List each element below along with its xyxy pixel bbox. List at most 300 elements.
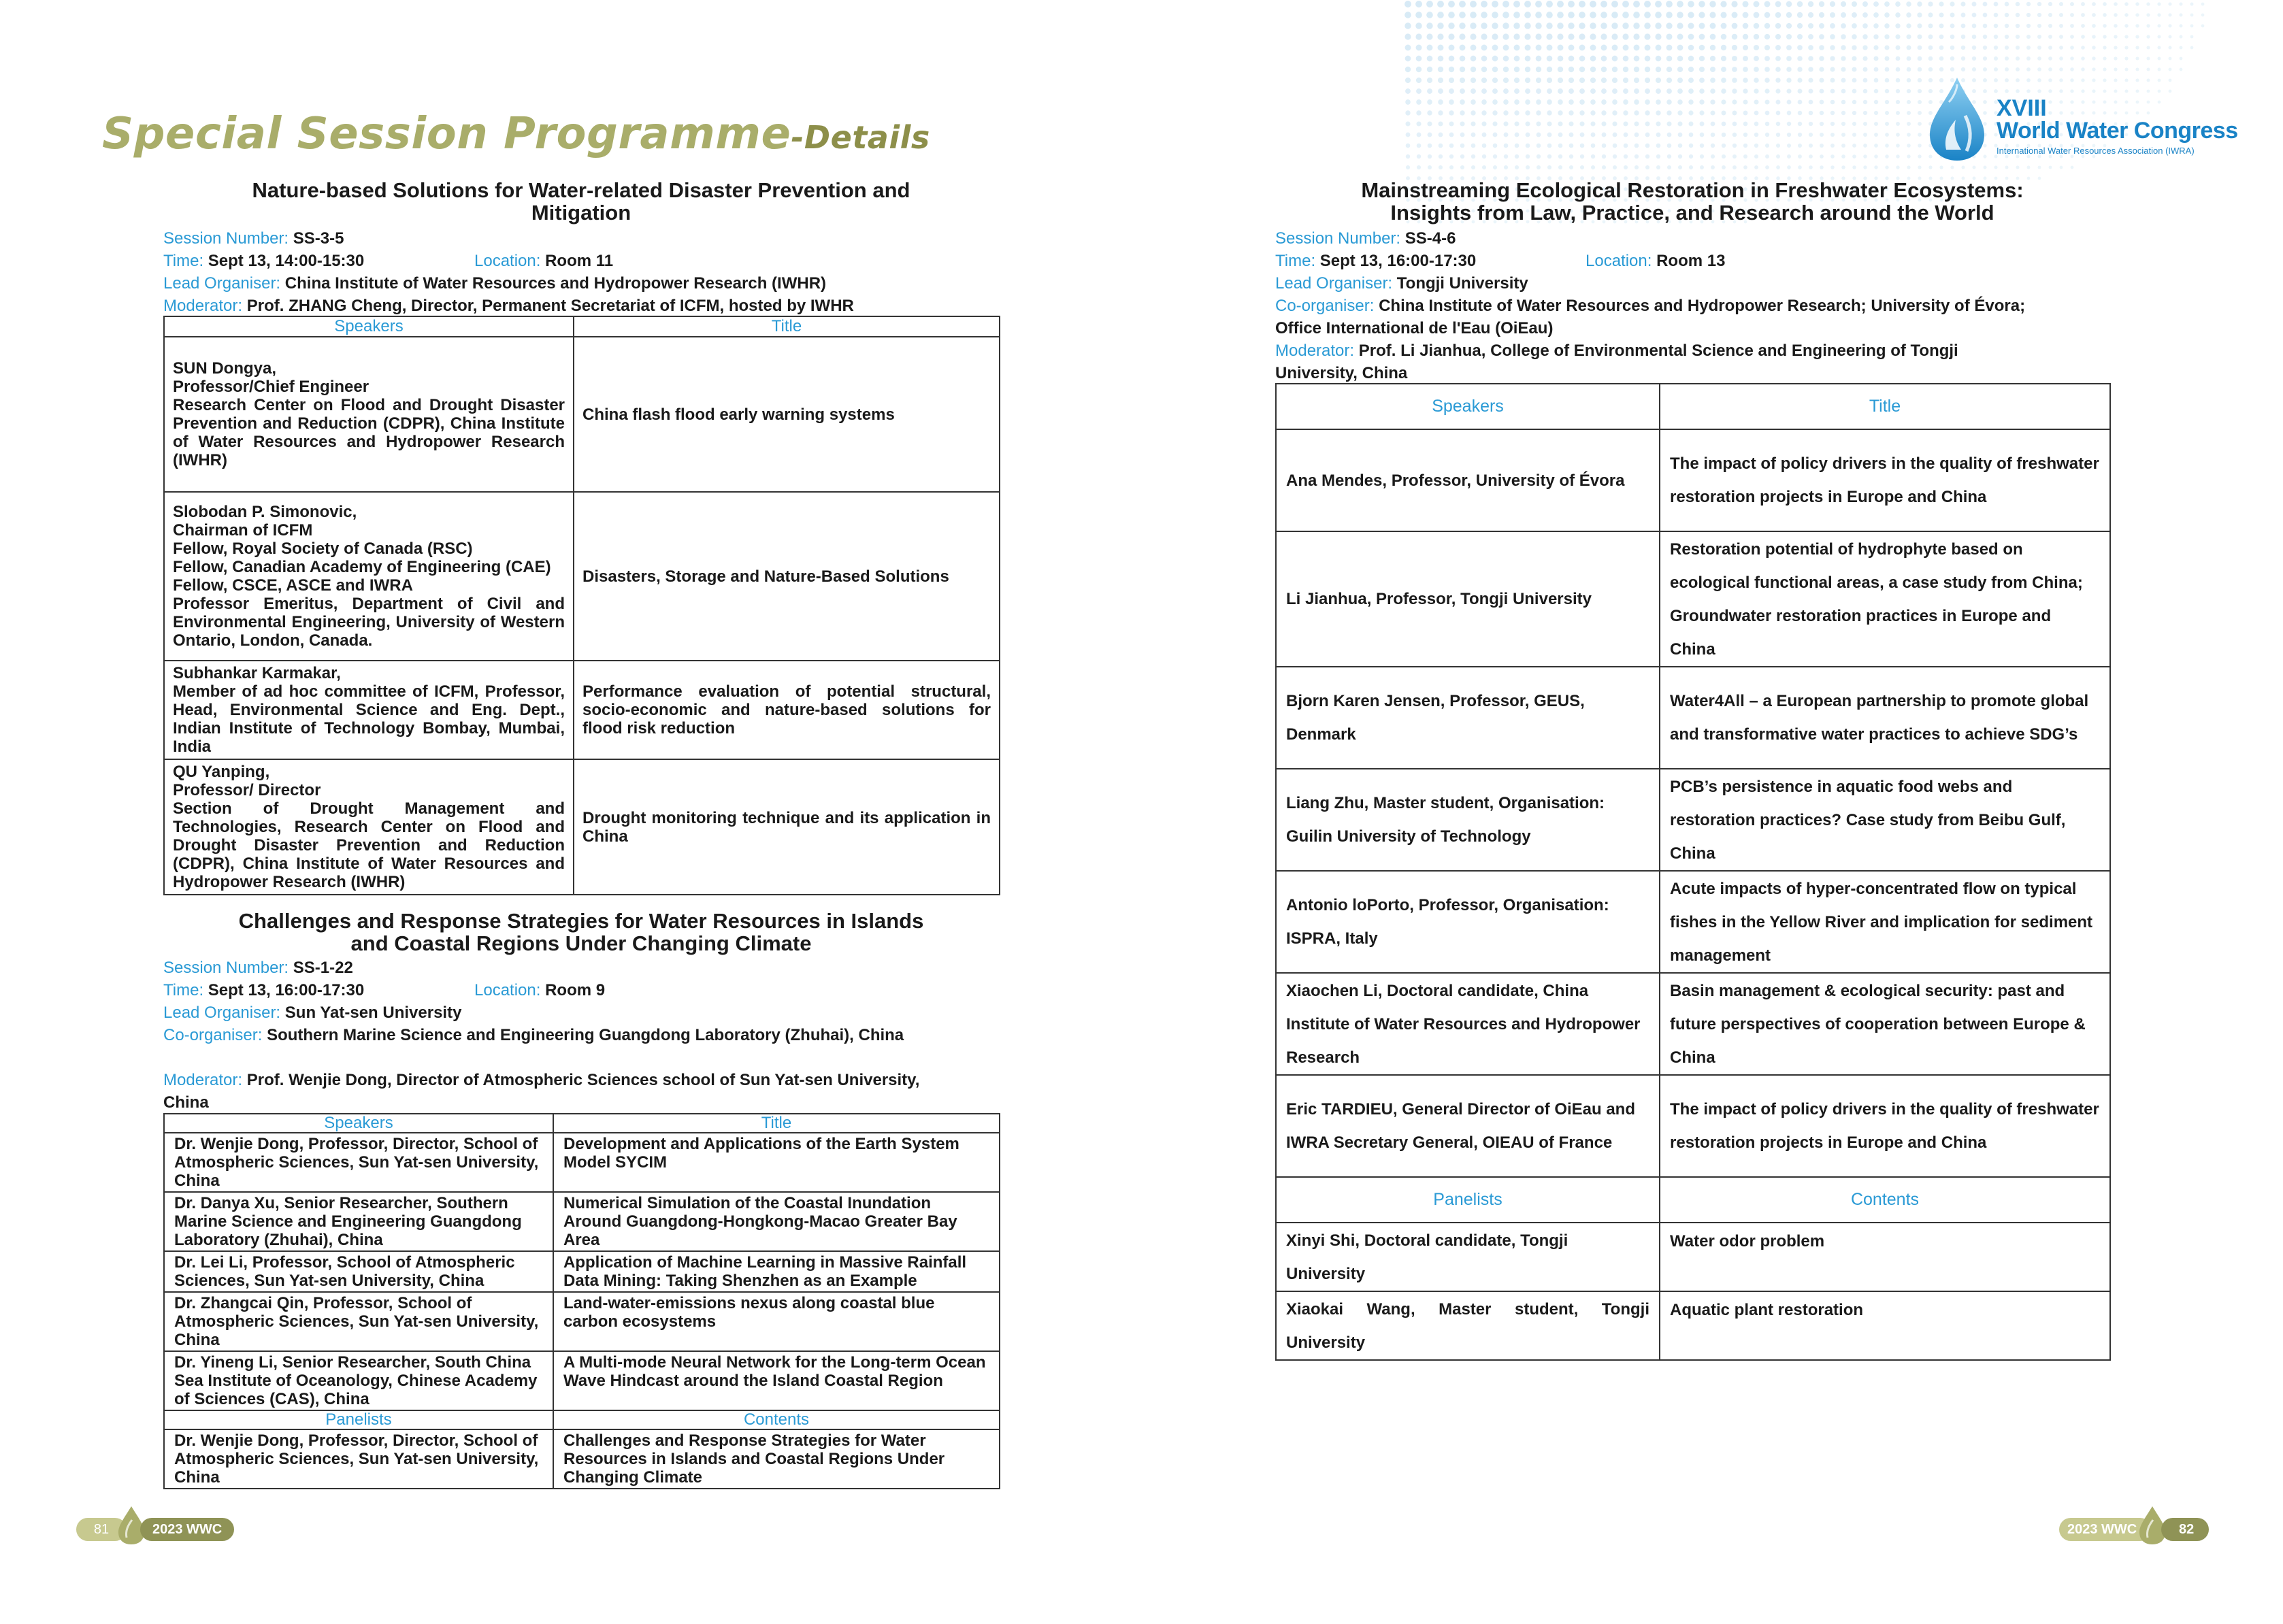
- decorative-dot: [1448, 1, 1455, 7]
- decorative-dot: [2103, 67, 2106, 71]
- decorative-dot: [1428, 165, 1432, 169]
- decorative-dot: [1557, 22, 1563, 29]
- decorative-dot: [1613, 133, 1617, 137]
- decorative-dot: [1688, 88, 1694, 94]
- decorative-dot: [2005, 56, 2009, 61]
- decorative-dot: [1656, 121, 1660, 126]
- decorative-dot: [1623, 78, 1628, 83]
- decorative-dot: [1438, 121, 1443, 126]
- decorative-dot: [2005, 46, 2009, 50]
- decorative-dot: [1961, 67, 1965, 71]
- decorative-dot: [2005, 2, 2009, 7]
- decorative-dot: [1613, 154, 1617, 159]
- decorative-dot: [1504, 154, 1508, 159]
- decorative-dot: [1471, 154, 1475, 159]
- decorative-dot: [1852, 133, 1856, 137]
- decorative-dot: [2124, 24, 2128, 27]
- decorative-dot: [1558, 88, 1563, 94]
- decorative-dot: [1656, 88, 1661, 94]
- decorative-dot: [1754, 154, 1758, 159]
- decorative-dot: [1623, 88, 1628, 94]
- decorative-dot: [1797, 78, 1802, 82]
- decorative-dot: [2070, 13, 2074, 17]
- decorative-dot: [2146, 13, 2150, 16]
- decorative-dot: [1612, 56, 1618, 62]
- decorative-dot: [2059, 35, 2063, 39]
- speaker-cell: Dr. Wenjie Dong, Professor, Director, School of Atmospheric Sciences, Sun Yat-sen University, China: [164, 1133, 553, 1192]
- decorative-dot: [1677, 110, 1682, 115]
- session-1-moderator: Moderator: Prof. ZHANG Cheng, Director, Permanent Secretariat of ICFM, hosted by IWHR: [163, 297, 854, 315]
- decorative-dot: [1873, 1, 1879, 7]
- decorative-dot: [1557, 12, 1564, 18]
- title-cell: Water4All – a European partnership to promote global and transformative water practices to achieve SDG’s: [1660, 667, 2110, 769]
- decorative-dot: [1873, 23, 1879, 29]
- decorative-dot: [1819, 1, 1824, 7]
- decorative-dot: [2037, 2, 2041, 6]
- title-cell: The impact of policy drivers in the quality of freshwater restoration projects in Europe and China: [1660, 429, 2110, 531]
- decorative-dot: [1721, 34, 1727, 40]
- decorative-dot: [1689, 165, 1693, 169]
- decorative-dot: [1481, 67, 1487, 72]
- decorative-dot: [1524, 12, 1531, 18]
- decorative-dot: [2037, 35, 2041, 39]
- table-row: [164, 1351, 1000, 1410]
- decorative-dot: [1569, 133, 1574, 137]
- decorative-dot: [1525, 110, 1530, 115]
- decorative-dot: [1415, 1, 1422, 7]
- decorative-dot: [2168, 13, 2171, 16]
- decorative-dot: [2026, 56, 2031, 61]
- decorative-dot: [1809, 154, 1813, 159]
- decorative-dot: [1449, 133, 1454, 137]
- decorative-dot: [1775, 88, 1780, 93]
- decorative-dot: [1688, 67, 1694, 72]
- decorative-dot: [1852, 67, 1856, 71]
- title-cell: Drought monitoring technique and its application in China: [574, 759, 1000, 895]
- decorative-dot: [1503, 45, 1509, 51]
- decorative-dot: [1972, 2, 1977, 7]
- decorative-dot: [1514, 56, 1520, 62]
- decorative-dot: [1722, 154, 1726, 159]
- decorative-dot: [1547, 45, 1553, 51]
- decorative-dot: [1906, 34, 1911, 39]
- decorative-dot: [1939, 24, 1944, 29]
- decorative-dot: [1972, 46, 1976, 50]
- decorative-dot: [2081, 24, 2085, 28]
- decorative-dot: [1569, 165, 1573, 169]
- decorative-dot: [1720, 1, 1726, 7]
- decorative-dot: [1678, 122, 1683, 127]
- decorative-dot: [1732, 122, 1737, 127]
- decorative-dot: [1601, 45, 1607, 51]
- decorative-dot: [1764, 45, 1770, 50]
- decorative-dot: [1525, 45, 1531, 51]
- decorative-dot: [1972, 35, 1977, 39]
- decorative-dot: [1427, 121, 1432, 126]
- title-cell: A Multi-mode Neural Network for the Long-term Ocean Wave Hindcast around the Island Coastal Region: [553, 1351, 1000, 1410]
- decorative-dot: [1874, 67, 1879, 72]
- decorative-dot: [1406, 144, 1411, 148]
- title-cell: PCB’s persistence in aquatic food webs and restoration practices? Case study from Beibu Gulf, China: [1660, 769, 2110, 871]
- decorative-dot: [1482, 154, 1486, 159]
- decorative-dot: [1983, 13, 1988, 18]
- decorative-dot: [1775, 23, 1781, 29]
- decorative-dot: [1709, 1, 1715, 7]
- speaker-cell: Dr. Yineng Li, Senior Researcher, South China Sea Institute of Oceanology, Chinese Academy of Sciences (CAS), China: [164, 1351, 553, 1410]
- decorative-dot: [1449, 121, 1453, 126]
- decorative-dot: [1633, 33, 1639, 39]
- decorative-dot: [2092, 46, 2096, 50]
- decorative-dot: [1537, 144, 1541, 148]
- decorative-dot: [1437, 22, 1443, 29]
- decorative-dot: [1896, 122, 1900, 126]
- decorative-dot: [1776, 100, 1781, 105]
- decorative-dot: [1416, 78, 1422, 83]
- decorative-dot: [1699, 45, 1705, 51]
- table-row: [164, 1251, 1000, 1292]
- decorative-dot: [1525, 121, 1530, 126]
- decorative-dot: [2201, 24, 2205, 28]
- decorative-dot: [1526, 165, 1530, 169]
- decorative-dot: [1862, 34, 1867, 39]
- decorative-dot: [1460, 154, 1464, 159]
- decorative-dot: [1830, 45, 1835, 50]
- decorative-dot: [1732, 34, 1738, 40]
- congress-logo: [1926, 75, 2238, 163]
- decorative-dot: [1711, 144, 1715, 148]
- decorative-dot: [1547, 88, 1552, 94]
- decorative-dot: [1841, 34, 1846, 39]
- title-cell: Application of Machine Learning in Massive Rainfall Data Mining: Taking Shenzhen as an Example: [553, 1251, 1000, 1292]
- decorative-dot: [1830, 144, 1835, 148]
- decorative-dot: [1841, 165, 1845, 169]
- decorative-dot: [1776, 122, 1781, 127]
- decorative-dot: [1426, 12, 1433, 18]
- decorative-dot: [1470, 33, 1476, 39]
- decorative-dot: [2146, 35, 2150, 38]
- decorative-dot: [1863, 89, 1868, 94]
- decorative-dot: [1438, 88, 1443, 94]
- decorative-dot: [1862, 12, 1868, 18]
- table-row: [1276, 1291, 2110, 1360]
- decorative-dot: [1874, 165, 1877, 169]
- decorative-dot: [1656, 154, 1660, 159]
- decorative-dot: [2037, 46, 2041, 50]
- decorative-dot: [1896, 67, 1901, 72]
- decorative-dot: [1797, 12, 1803, 18]
- decorative-dot: [1536, 121, 1541, 126]
- decorative-dot: [1830, 23, 1835, 29]
- decorative-dot: [1754, 34, 1759, 39]
- decorative-dot: [1743, 45, 1748, 50]
- decorative-dot: [1907, 133, 1911, 137]
- decorative-dot: [1438, 67, 1443, 72]
- session-1-location: Location: Room 11: [474, 252, 614, 270]
- decorative-dot: [1830, 89, 1835, 94]
- decorative-dot: [1917, 1, 1922, 6]
- decorative-dot: [1460, 121, 1464, 126]
- decorative-dot: [1907, 111, 1911, 115]
- decorative-dot: [1546, 12, 1553, 18]
- decorative-dot: [1558, 121, 1562, 126]
- decorative-dot: [1994, 35, 1998, 39]
- decorative-dot: [1722, 165, 1726, 169]
- decorative-dot: [1481, 121, 1486, 126]
- decorative-dot: [1939, 165, 1943, 169]
- decorative-dot: [1612, 78, 1617, 83]
- decorative-dot: [1918, 165, 1921, 169]
- decorative-dot: [1515, 144, 1520, 148]
- decorative-dot: [1841, 100, 1846, 105]
- decorative-dot: [1918, 144, 1922, 148]
- decorative-dot: [2157, 24, 2161, 27]
- decorative-dot: [1798, 100, 1803, 105]
- decorative-dot: [1797, 1, 1803, 7]
- decorative-dot: [1722, 122, 1726, 127]
- decorative-dot: [1415, 12, 1422, 18]
- decorative-dot: [1841, 133, 1845, 137]
- decorative-dot: [1547, 121, 1551, 126]
- decorative-dot: [1765, 122, 1770, 127]
- decorative-dot: [1907, 89, 1911, 93]
- decorative-dot: [1611, 22, 1617, 29]
- decorative-dot: [1428, 144, 1432, 148]
- decorative-dot: [2016, 2, 2020, 7]
- decorative-dot: [1786, 78, 1791, 82]
- decorative-dot: [1568, 110, 1573, 115]
- decorative-dot: [1655, 1, 1662, 7]
- decorative-dot: [2016, 67, 2020, 71]
- decorative-dot: [1787, 154, 1791, 159]
- session-3-number: Session Number: SS-4-6: [1275, 229, 1456, 248]
- decorative-dot: [1743, 122, 1748, 127]
- col-panelists: Panelists: [1276, 1177, 1660, 1223]
- decorative-dot: [1873, 34, 1878, 39]
- decorative-dot: [1819, 78, 1824, 82]
- decorative-dot: [1873, 12, 1879, 18]
- decorative-dot: [1689, 144, 1693, 148]
- decorative-dot: [1830, 12, 1835, 18]
- decorative-dot: [1666, 67, 1672, 72]
- decorative-dot: [1721, 88, 1726, 93]
- decorative-dot: [1918, 89, 1922, 93]
- decorative-dot: [1896, 144, 1900, 148]
- decorative-dot: [1470, 12, 1477, 18]
- decorative-dot: [1568, 22, 1574, 29]
- decorative-dot: [2124, 46, 2128, 49]
- decorative-dot: [1558, 56, 1564, 62]
- decorative-dot: [1405, 99, 1411, 105]
- decorative-dot: [1775, 56, 1781, 61]
- decorative-dot: [2180, 14, 2183, 17]
- decorative-dot: [1884, 34, 1889, 39]
- decorative-dot: [1688, 99, 1693, 104]
- decorative-dot: [2026, 24, 2031, 28]
- decorative-dot: [1841, 23, 1846, 29]
- decorative-dot: [1471, 88, 1476, 94]
- decorative-dot: [1961, 35, 1966, 39]
- decorative-dot: [1568, 1, 1575, 7]
- decorative-dot: [2026, 35, 2031, 39]
- decorative-dot: [1852, 144, 1856, 148]
- decorative-dot: [1547, 78, 1552, 83]
- decorative-dot: [1426, 1, 1433, 7]
- decorative-dot: [1449, 144, 1454, 148]
- decorative-dot: [1841, 122, 1845, 126]
- decorative-dot: [2060, 166, 2063, 169]
- decorative-dot: [2026, 2, 2031, 6]
- contents-cell: Water odor problem: [1660, 1223, 2110, 1291]
- decorative-dot: [2180, 3, 2183, 6]
- decorative-dot: [1666, 12, 1673, 18]
- decorative-dot: [1754, 122, 1759, 127]
- decorative-dot: [1426, 22, 1432, 29]
- decorative-dot: [1601, 99, 1607, 105]
- col-contents: Contents: [553, 1410, 1000, 1429]
- decorative-dot: [1896, 154, 1899, 158]
- decorative-dot: [1524, 33, 1530, 39]
- decorative-dot: [1536, 45, 1542, 51]
- decorative-dot: [1732, 133, 1737, 137]
- decorative-dot: [1764, 56, 1770, 61]
- decorative-dot: [1863, 154, 1867, 159]
- decorative-dot: [1656, 99, 1661, 105]
- decorative-dot: [1602, 133, 1607, 137]
- decorative-dot: [1601, 56, 1607, 62]
- decorative-dot: [1427, 56, 1433, 62]
- decorative-dot: [1863, 122, 1867, 126]
- logo-line-org: International Water Resources Association (IWRA): [1997, 146, 2195, 156]
- decorative-dot: [1678, 133, 1683, 137]
- decorative-dot: [2157, 35, 2161, 38]
- session-1-lead: Lead Organiser: China Institute of Water Resources and Hydropower Research (IWHR): [163, 274, 827, 293]
- decorative-dot: [1514, 45, 1520, 51]
- decorative-dot: [1535, 22, 1541, 29]
- decorative-dot: [1873, 45, 1878, 50]
- title-cell: Basin management & ecological security: past and future perspectives of cooperation between Europe & China: [1660, 973, 2110, 1075]
- decorative-dot: [1428, 154, 1432, 159]
- title-cell: The impact of policy drivers in the quality of freshwater restoration projects in Europe and China: [1660, 1075, 2110, 1177]
- decorative-dot: [1775, 1, 1781, 7]
- decorative-dot: [2146, 56, 2150, 60]
- decorative-dot: [1471, 165, 1475, 169]
- decorative-dot: [1907, 122, 1911, 126]
- session-1-number: Session Number: SS-3-5: [163, 229, 344, 248]
- decorative-dot: [1547, 165, 1551, 169]
- decorative-dot: [1743, 99, 1747, 104]
- decorative-dot: [2168, 24, 2171, 27]
- decorative-dot: [1797, 56, 1803, 61]
- decorative-dot: [1417, 133, 1422, 137]
- table-row: [1276, 667, 2110, 769]
- decorative-dot: [1688, 56, 1694, 61]
- decorative-dot: [1405, 1, 1411, 7]
- decorative-dot: [1798, 89, 1803, 94]
- decorative-dot: [1960, 1, 1965, 6]
- decorative-dot: [1481, 56, 1488, 62]
- decorative-dot: [1754, 45, 1759, 50]
- decorative-dot: [1515, 165, 1519, 169]
- session-3-title: [1275, 179, 2109, 224]
- decorative-dot: [1918, 100, 1922, 104]
- decorative-dot: [1406, 165, 1410, 169]
- decorative-dot: [1994, 56, 1998, 61]
- decorative-dot: [1721, 67, 1726, 72]
- decorative-dot: [1918, 46, 1922, 50]
- decorative-dot: [1862, 56, 1867, 61]
- decorative-dot: [1918, 133, 1922, 137]
- decorative-dot: [1798, 133, 1802, 137]
- decorative-dot: [1526, 154, 1530, 159]
- decorative-dot: [1765, 154, 1769, 159]
- decorative-dot: [1885, 67, 1890, 72]
- decorative-dot: [1568, 12, 1575, 18]
- decorative-dot: [1862, 23, 1868, 29]
- decorative-dot: [1655, 12, 1662, 18]
- decorative-dot: [1655, 22, 1661, 29]
- decorative-dot: [1841, 89, 1846, 94]
- decorative-dot: [1895, 34, 1900, 39]
- decorative-dot: [1612, 88, 1617, 94]
- decorative-dot: [1972, 67, 1976, 71]
- decorative-dot: [1590, 78, 1596, 83]
- decorative-dot: [2103, 35, 2107, 39]
- decorative-dot: [2016, 46, 2020, 50]
- decorative-dot: [1710, 45, 1715, 50]
- decorative-dot: [1415, 33, 1422, 39]
- decorative-dot: [1405, 110, 1410, 115]
- decorative-dot: [1950, 165, 1954, 169]
- decorative-dot: [2169, 68, 2172, 71]
- decorative-dot: [1787, 122, 1791, 126]
- decorative-dot: [1417, 154, 1421, 159]
- decorative-dot: [1579, 67, 1585, 72]
- decorative-dot: [1689, 122, 1694, 127]
- decorative-dot: [1677, 56, 1683, 61]
- decorative-dot: [2059, 13, 2063, 17]
- decorative-dot: [1797, 23, 1803, 29]
- left-footer-label: 2023 WWC: [140, 1518, 234, 1541]
- decorative-dot: [1667, 144, 1672, 148]
- decorative-dot: [1546, 33, 1552, 39]
- decorative-dot: [1502, 22, 1509, 29]
- decorative-dot: [1558, 67, 1563, 72]
- decorative-dot: [2180, 35, 2183, 39]
- decorative-dot: [1568, 33, 1574, 39]
- decorative-dot: [1775, 12, 1781, 18]
- table-row: [164, 337, 1000, 492]
- col-speakers: Speakers: [164, 316, 574, 337]
- decorative-dot: [1722, 144, 1726, 148]
- decorative-dot: [2190, 24, 2194, 28]
- decorative-dot: [1994, 166, 1998, 169]
- decorative-dot: [1688, 1, 1694, 7]
- decorative-dot: [1656, 67, 1661, 72]
- decorative-dot: [1873, 56, 1878, 61]
- decorative-dot: [1906, 23, 1911, 28]
- decorative-dot: [1841, 67, 1845, 71]
- decorative-dot: [1797, 67, 1802, 71]
- decorative-dot: [1492, 45, 1498, 51]
- decorative-dot: [1535, 33, 1541, 39]
- table-row: [1276, 531, 2110, 667]
- decorative-dot: [1666, 45, 1673, 51]
- decorative-dot: [1601, 67, 1607, 72]
- decorative-dot: [2092, 35, 2096, 39]
- decorative-dot: [1863, 165, 1867, 169]
- decorative-dot: [1645, 165, 1649, 169]
- decorative-dot: [1502, 33, 1509, 39]
